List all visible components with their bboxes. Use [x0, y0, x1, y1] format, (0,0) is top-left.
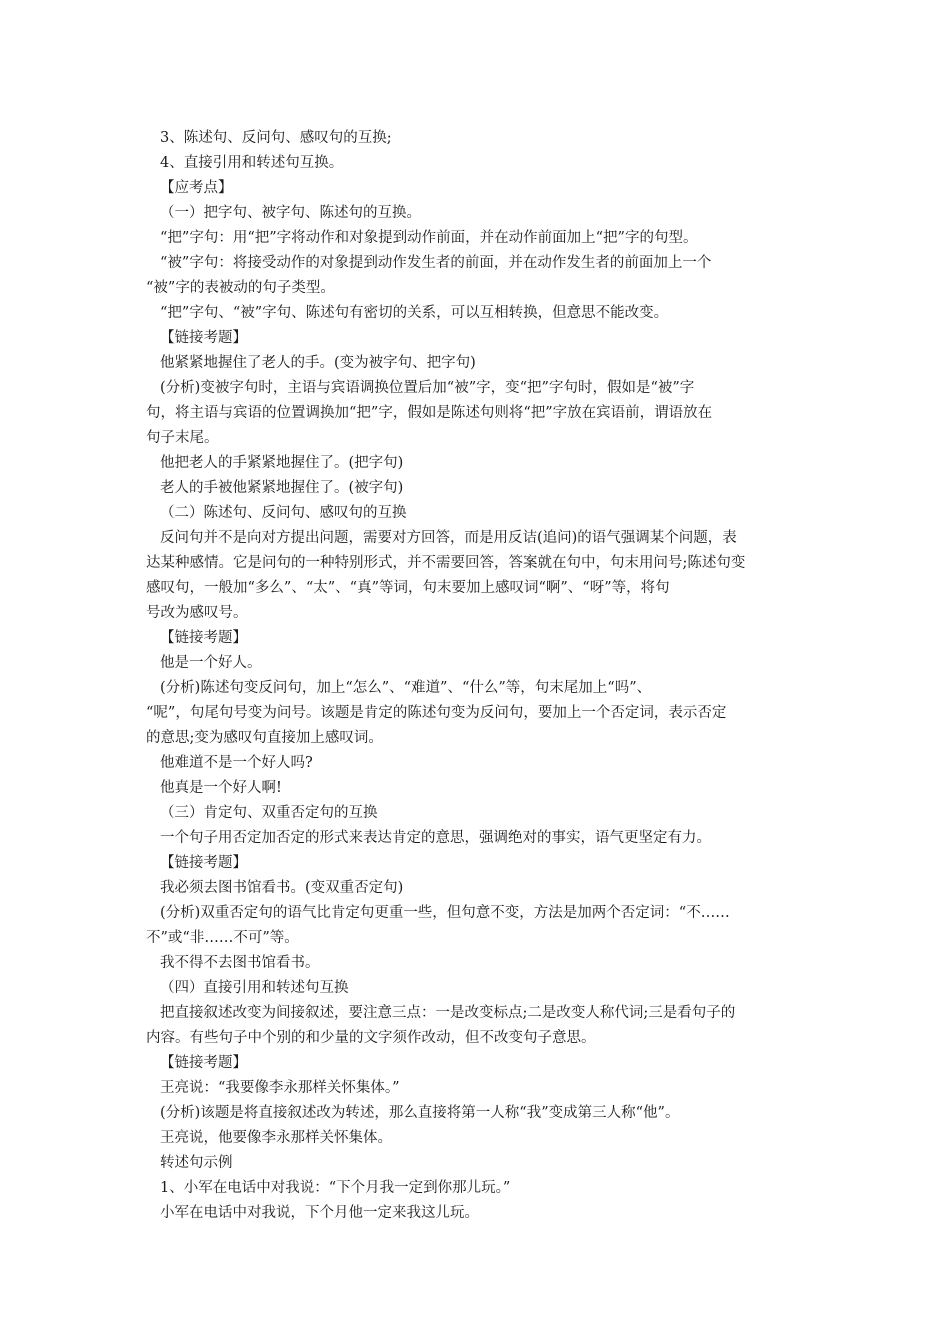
- text-line: 1、小军在电话中对我说：“下个月我一定到你那儿玩。”: [160, 1180, 511, 1196]
- text-line: 我不得不去图书馆看书。: [160, 955, 320, 971]
- text-line: “被”字句：将接受动作的对象提到动作发生者的前面，并在动作发生者的前面加上一个: [160, 255, 712, 271]
- text-line: (分析)该题是将直接叙述改为转述，那么直接将第一人称“我”变成第三人称“他”。: [160, 1105, 680, 1121]
- text-line: (分析)陈述句变反问句，加上“怎么”、“难道”、“什么”等，句末尾加上“吗”、: [160, 680, 652, 696]
- text-line: 号改为感叹号。: [146, 605, 248, 621]
- text-line: 老人的手被他紧紧地握住了。(被字句): [160, 480, 404, 496]
- text-line: (分析)双重否定句的语气比肯定句更重一些，但句意不变，方法是加两个否定词：“不……: [160, 905, 730, 921]
- text-line: 他真是一个好人啊!: [160, 780, 282, 796]
- text-line: (分析)变被字句时，主语与宾语调换位置后加“被”字，变“把”字句时，假如是“被”字: [160, 380, 695, 396]
- text-line: “把”字句：用“把”字将动作和对象提到动作前面，并在动作前面加上“把”字的句型。: [160, 230, 698, 246]
- text-line: 【链接考题】: [160, 330, 247, 346]
- text-line: 我必须去图书馆看书。(变双重否定句): [160, 880, 404, 896]
- text-line: 感叹句，一般加“多么”、“太”、“真”等词，句末要加上感叹词“啊”、“呀”等，将句: [146, 580, 670, 596]
- text-line: 小军在电话中对我说，下个月他一定来我这儿玩。: [160, 1205, 479, 1221]
- text-line: “呢”，句尾句号变为问号。该题是肯定的陈述句变为反问句，要加上一个否定词，表示否定: [146, 705, 727, 721]
- text-line: 王亮说：“我要像李永那样关怀集体。”: [160, 1080, 400, 1096]
- text-line: 转述句示例: [160, 1155, 233, 1171]
- text-line: 内容。有些句子中个别的和少量的文字须作改动，但不改变句子意思。: [146, 1030, 596, 1046]
- text-line: 达某种感情。它是问句的一种特别形式，并不需要回答，答案就在句中，句末用问号;陈述句变: [146, 555, 746, 571]
- text-line: 王亮说，他要像李永那样关怀集体。: [160, 1130, 392, 1146]
- text-line: “把”字句、“被”字句、陈述句有密切的关系，可以互相转换，但意思不能改变。: [160, 305, 669, 321]
- text-line: （三）肯定句、双重否定句的互换: [160, 805, 378, 821]
- text-line: 反问句并不是向对方提出问题，需要对方回答，而是用反诘(追问)的语气强调某个问题，表: [160, 530, 737, 546]
- text-line: 【应考点】: [160, 180, 233, 196]
- text-line: 【链接考题】: [160, 630, 247, 646]
- text-line: 句，将主语与宾语的位置调换加“把”字，假如是陈述句则将“把”字放在宾语前，谓语放在: [146, 405, 713, 421]
- text-line: （四）直接引用和转述句互换: [160, 980, 349, 996]
- text-line: 一个句子用否定加否定的形式来表达肯定的意思，强调绝对的事实，语气更坚定有力。: [160, 830, 711, 846]
- text-line: 他把老人的手紧紧地握住了。(把字句): [160, 455, 404, 471]
- text-line: 句子末尾。: [146, 430, 219, 446]
- text-line: 【链接考题】: [160, 1055, 247, 1071]
- text-line: 他是一个好人。: [160, 655, 262, 671]
- text-line: 的意思;变为感叹句直接加上感叹词。: [146, 730, 383, 746]
- text-line: “被”字的表被动的句子类型。: [146, 280, 335, 296]
- text-line: 不”或“非……不可”等。: [146, 930, 299, 946]
- text-line: 【链接考题】: [160, 855, 247, 871]
- text-line: 把直接叙述改变为间接叙述，要注意三点：一是改变标点;二是改变人称代词;三是看句子的: [160, 1005, 736, 1021]
- text-line: （一）把字句、被字句、陈述句的互换。: [160, 205, 421, 221]
- text-line: 4、直接引用和转述句互换。: [160, 155, 344, 171]
- text-line: 他紧紧地握住了老人的手。(变为被字句、把字句): [160, 355, 476, 371]
- text-line: （二）陈述句、反问句、感叹句的互换: [160, 505, 407, 521]
- text-line: 3、陈述句、反问句、感叹句的互换;: [160, 130, 392, 146]
- text-line: 他难道不是一个好人吗?: [160, 755, 313, 771]
